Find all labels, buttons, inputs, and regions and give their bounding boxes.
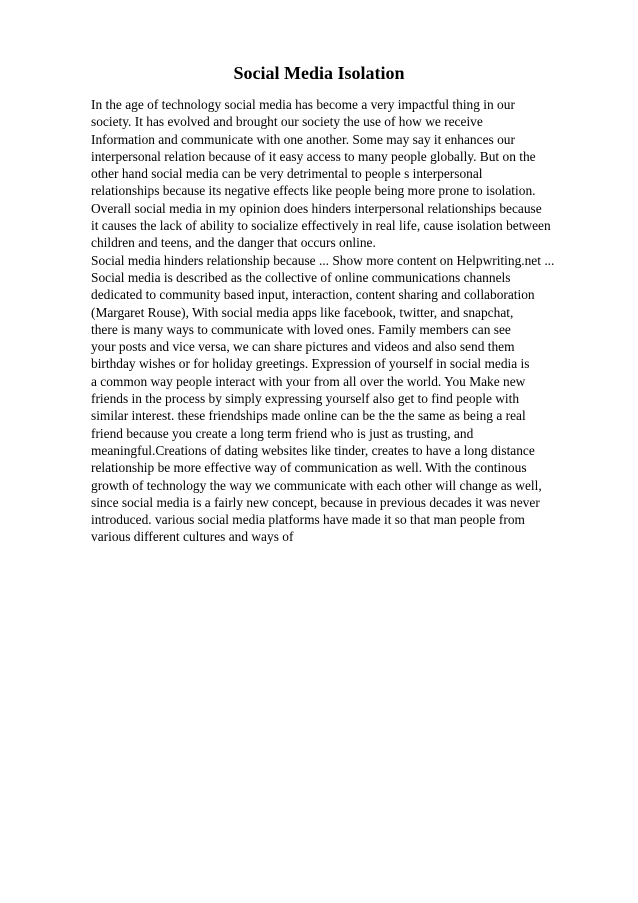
- body-line: meaningful.Creations of dating websites like tinder, creates to have a long distance: [91, 442, 535, 458]
- body-line: friends in the process by simply expressing yourself also get to find people with: [91, 391, 520, 407]
- body-line: your posts and vice versa, we can share pictures and videos and also send them: [91, 339, 515, 355]
- body-line: (Margaret Rouse), With social media apps like facebook, twitter, and snapchat,: [91, 304, 514, 320]
- body-line: introduced. various social media platforms have made it so that man people from: [91, 512, 525, 528]
- body-line: it causes the lack of ability to socialize effectively in real life, cause isolation between: [91, 218, 551, 234]
- document-title: Social Media Isolation: [233, 63, 405, 83]
- body-line: relationships because its negative effects like people being more prone to isolation.: [91, 183, 536, 199]
- body-line: since social media is a fairly new concept, because in previous decades it was never: [91, 494, 540, 510]
- body-line: other hand social media can be very detrimental to people s interpersonal: [91, 166, 483, 182]
- body-line: Social media is described as the collective of online communications channels: [91, 269, 511, 285]
- body-line: a common way people interact with your from all over the world. You Make new: [91, 373, 526, 389]
- body-line: friend because you create a long term friend who is just as trusting, and: [91, 425, 474, 441]
- body-line: society. It has evolved and brought our society the use of how we receive: [91, 114, 483, 130]
- body-line: Overall social media in my opinion does hinders interpersonal relationships because: [91, 200, 542, 216]
- body-line: similar interest. these friendships made online can be the the same as being a real: [91, 408, 526, 424]
- body-line: there is many ways to communicate with loved ones. Family members can see: [91, 321, 511, 337]
- body-line: children and teens, and the danger that occurs online.: [91, 235, 376, 251]
- body-line: dedicated to community based input, interaction, content sharing and collaboration: [91, 287, 535, 303]
- body-line: birthday wishes or for holiday greetings. Expression of yourself in social media is: [91, 356, 530, 372]
- body-line: Social media hinders relationship because ... Show more content on Helpwriting.net ...: [91, 252, 555, 268]
- body-line: various different cultures and ways of: [91, 529, 294, 545]
- body-line: relationship be more effective way of communication as well. With the continous: [91, 460, 527, 476]
- document-body: [91, 96, 631, 546]
- body-line: interpersonal relation because of it easy access to many people globally. But on the: [91, 148, 536, 164]
- body-line: growth of technology the way we communicate with each other will change as well,: [91, 477, 542, 493]
- body-line: Information and communicate with one another. Some may say it enhances our: [91, 131, 515, 147]
- body-line: In the age of technology social media has become a very impactful thing in our: [91, 97, 515, 112]
